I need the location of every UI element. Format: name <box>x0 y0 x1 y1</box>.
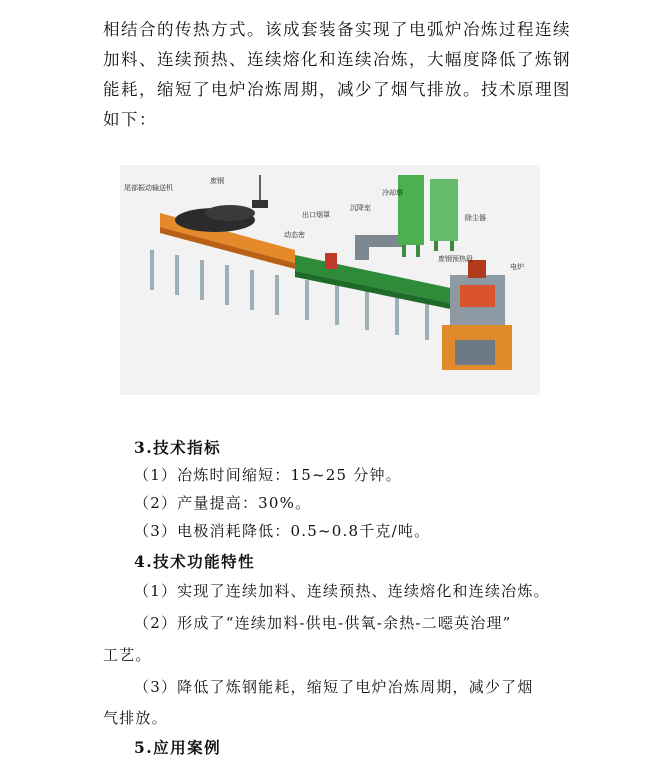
section3-item: （2）产量提高：30%。 <box>134 494 312 512</box>
label-electric-furnace: 电炉 <box>510 263 524 271</box>
intro-line: 能耗，缩短了电炉冶炼周期，减少了烟气排放。技术原理图 <box>103 80 571 99</box>
section4-item: （3）降低了炼钢能耗，缩短了电炉冶炼周期，减少了烟 <box>134 678 534 696</box>
intro-paragraph <box>103 15 573 135</box>
label-cooling-tower: 冷却塔 <box>382 189 403 197</box>
label-outlet-hood: 出口烟罩 <box>302 211 330 219</box>
section3-heading: 3.技术指标 <box>134 438 222 457</box>
section4-heading: 4.技术功能特性 <box>134 552 256 571</box>
intro-line: 相结合的传热方式。该成套装备实现了电弧炉冶炼过程连续 <box>103 20 571 39</box>
label-dust-collector: 除尘器 <box>465 214 486 222</box>
section4-item: （1）实现了连续加料、连续预热、连续熔化和连续冶炼。 <box>134 582 550 600</box>
section4-item-continued: 气排放。 <box>103 709 168 727</box>
section4-item-continued: 工艺。 <box>103 646 152 664</box>
section5-heading: 5.应用案例 <box>134 738 222 757</box>
label-dynamic-seal: 动态密 <box>284 231 305 239</box>
section3-item: （1）冶炼时间缩短：15~25 分钟。 <box>134 466 402 484</box>
label-preheat-section: 废钢预热段 <box>438 255 473 263</box>
diagram-illustration <box>120 165 540 395</box>
technical-diagram <box>120 165 540 395</box>
label-conveyor: 尾部振动输送机 <box>124 184 173 192</box>
section3-item: （3）电极消耗降低：0.5~0.8千克/吨。 <box>134 522 431 540</box>
label-scrap: 废钢 <box>210 177 224 185</box>
label-settling-chamber: 沉降室 <box>350 204 371 212</box>
intro-line: 如下： <box>103 110 157 129</box>
intro-line: 加料、连续预热、连续熔化和连续冶炼，大幅度降低了炼钢 <box>103 50 571 69</box>
section4-item: （2）形成了“连续加料-供电-供氧-余热-二噁英治理” <box>134 614 512 632</box>
